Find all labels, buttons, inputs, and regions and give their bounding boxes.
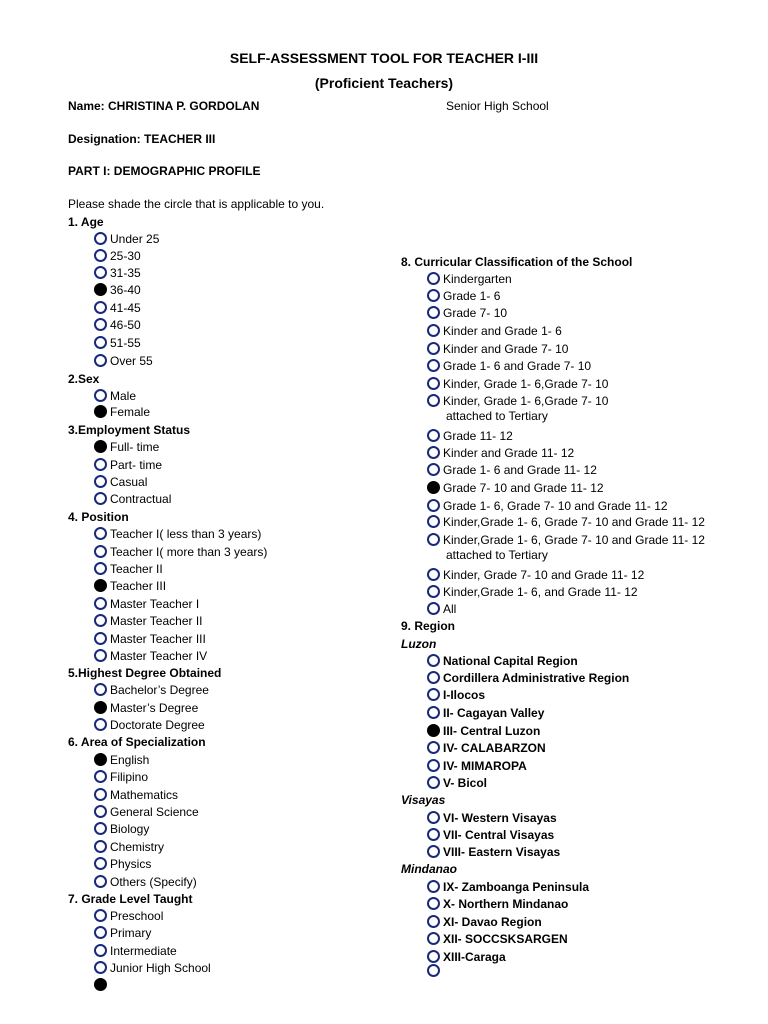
option-label: Bachelor’s Degree [110,682,209,697]
option-label: Female [110,404,151,419]
radio-empty-icon[interactable] [427,671,440,684]
region-luzon-option[interactable] [427,774,487,791]
option-label: Chemistry [110,839,165,854]
specialization-option[interactable] [94,768,148,785]
option-label: Filipino [110,769,149,784]
position-option[interactable] [94,595,199,612]
employment-option[interactable] [94,473,147,490]
option-label: 41-45 [110,300,141,315]
radio-empty-icon[interactable] [427,377,440,390]
radio-empty-icon[interactable] [427,446,440,459]
region-luzon-option[interactable] [427,669,629,686]
radio-empty-icon[interactable] [427,585,440,598]
radio-empty-icon[interactable] [427,429,440,442]
radio-empty-icon[interactable] [94,389,107,402]
radio-filled-icon[interactable] [94,405,107,418]
curricular-option[interactable] [427,427,513,444]
option-label: Teacher I( more than 3 years) [110,544,268,559]
option-label: Doctorate Degree [110,717,205,732]
radio-empty-icon[interactable] [427,602,440,615]
curricular-option[interactable] [427,340,568,357]
radio-empty-icon[interactable] [94,249,107,262]
radio-empty-icon[interactable] [94,527,107,540]
region-visayas-option[interactable] [427,843,560,860]
radio-empty-icon[interactable] [427,568,440,581]
option-label: XIII-Caraga [443,949,506,964]
option-label: II- Cagayan Valley [443,705,545,720]
curricular-option[interactable] [427,461,597,478]
option-label: English [110,752,150,767]
region-mindanao-option[interactable] [427,930,568,947]
question-region: 9. Region [401,619,456,633]
employment-option[interactable] [94,438,159,455]
specialization-option[interactable] [94,873,197,890]
part-heading: PART I: DEMOGRAPHIC PROFILE [68,164,261,178]
radio-filled-icon[interactable] [94,283,107,296]
radio-empty-icon[interactable] [427,915,440,928]
region-visayas-option[interactable] [427,809,557,826]
option-label: Grade 1- 6 and Grade 11- 12 [443,462,597,477]
grade-level-option[interactable] [94,907,163,924]
option-label: Teacher III [110,578,167,593]
option-label: Master Teacher II [110,613,203,628]
region-group-mindanao: Mindanao [401,862,457,876]
radio-empty-icon[interactable] [94,614,107,627]
option-label: IV- CALABARZON [443,740,546,755]
age-option[interactable] [94,230,159,247]
curricular-option[interactable] [427,513,705,530]
specialization-option[interactable] [94,786,178,803]
curricular-option[interactable] [427,444,574,461]
question-degree: 5.Highest Degree Obtained [68,666,222,680]
instruction-text: Please shade the circle that is applicable to you. [68,197,325,211]
option-label: Kinder and Grade 7- 10 [443,341,569,356]
radio-empty-icon[interactable] [427,880,440,893]
question-grade-level: 7. Grade Level Taught [68,892,193,906]
option-label: Mathematics [110,787,179,802]
age-option[interactable] [94,264,141,281]
specialization-option[interactable] [94,838,164,855]
region-luzon-option[interactable] [427,722,540,739]
radio-empty-icon[interactable] [427,324,440,337]
region-luzon-option[interactable] [427,704,544,721]
option-label: Over 55 [110,353,153,368]
radio-empty-icon[interactable] [94,770,107,783]
curricular-option[interactable] [427,287,500,304]
option-label: VIII- Eastern Visayas [443,844,561,859]
position-option[interactable] [94,612,202,629]
age-option[interactable] [94,352,153,369]
form-title: SELF-ASSESSMENT TOOL FOR TEACHER I-III [229,50,539,66]
degree-option[interactable] [94,681,209,698]
option-label: Physics [110,856,152,871]
radio-empty-icon[interactable] [427,463,440,476]
option-label: Teacher II [110,561,163,576]
grade-level-option[interactable] [94,959,211,976]
radio-empty-icon[interactable] [94,805,107,818]
option-label: Kinder, Grade 1- 6,Grade 7- 10 [443,376,609,391]
specialization-option[interactable] [94,751,149,768]
option-label: Kinder, Grade 1- 6,Grade 7- 10 [443,393,609,408]
radio-empty-icon[interactable] [94,718,107,731]
radio-empty-icon[interactable] [94,961,107,974]
radio-empty-icon[interactable] [427,654,440,667]
option-label-continuation: attached to Tertiary [446,548,548,562]
option-label: Kinder,Grade 1- 6, Grade 7- 10 and Grade 11- 12 [443,514,705,529]
region-luzon-option[interactable] [427,757,527,774]
curricular-option[interactable] [427,566,644,583]
radio-empty-icon[interactable] [94,318,107,331]
age-option[interactable] [94,247,141,264]
radio-empty-icon[interactable] [427,964,440,977]
name-field: Name: CHRISTINA P. GORDOLAN [68,99,260,113]
region-mindanao-option[interactable] [427,913,542,930]
question-sex: 2.Sex [68,372,100,386]
option-label: Under 25 [110,231,160,246]
radio-empty-icon[interactable] [427,811,440,824]
question-position: 4. Position [68,510,129,524]
curricular-option[interactable] [427,479,604,496]
position-option[interactable] [94,560,163,577]
region-mindanao-option[interactable] [427,895,568,912]
radio-empty-icon[interactable] [94,597,107,610]
radio-empty-icon[interactable] [94,475,107,488]
region-luzon-option[interactable] [427,686,485,703]
option-label: Kinder and Grade 1- 6 [443,323,562,338]
radio-empty-icon[interactable] [427,776,440,789]
curricular-option[interactable] [427,497,668,514]
radio-empty-icon[interactable] [427,828,440,841]
region-group-visayas: Visayas [401,793,446,807]
radio-empty-icon[interactable] [427,272,440,285]
radio-empty-icon[interactable] [427,499,440,512]
sex-option[interactable] [94,387,136,404]
radio-empty-icon[interactable] [94,683,107,696]
curricular-option[interactable] [427,531,705,548]
region-luzon-option[interactable] [427,652,578,669]
option-label: Grade 11- 12 [443,428,513,443]
option-label: VII- Central Visayas [443,827,555,842]
radio-empty-icon[interactable] [94,266,107,279]
radio-empty-icon[interactable] [427,515,440,528]
radio-empty-icon[interactable] [94,545,107,558]
option-label: Grade 1- 6, Grade 7- 10 and Grade 11- 12 [443,498,668,513]
employment-option[interactable] [94,490,171,507]
option-label-continuation: attached to Tertiary [446,409,548,423]
option-label: Male [110,388,137,403]
region-group-luzon: Luzon [401,637,437,651]
region-visayas-option[interactable] [427,826,554,843]
option-label: Preschool [110,908,164,923]
specialization-option[interactable] [94,820,149,837]
age-option[interactable] [94,334,141,351]
radio-empty-icon[interactable] [94,458,107,471]
option-label: All [443,601,457,616]
position-option[interactable] [94,630,206,647]
radio-filled-icon[interactable] [94,440,107,453]
question-age: 1. Age [68,215,104,229]
curricular-option[interactable] [427,583,638,600]
position-option[interactable] [94,577,166,594]
radio-filled-icon[interactable] [427,481,440,494]
question-curricular: 8. Curricular Classification of the School [401,255,633,269]
radio-empty-icon[interactable] [94,632,107,645]
curricular-option[interactable] [427,304,507,321]
radio-empty-icon[interactable] [94,875,107,888]
option-label: Master’s Degree [110,700,199,715]
curricular-option[interactable] [427,357,591,374]
option-label: Junior High School [110,960,211,975]
option-label: VI- Western Visayas [443,810,557,825]
radio-empty-icon[interactable] [94,232,107,245]
curricular-option[interactable] [427,270,512,287]
option-label: XII- SOCCSKSARGEN [443,931,568,946]
question-employment: 3.Employment Status [68,423,191,437]
radio-empty-icon[interactable] [427,741,440,754]
option-label: Cordillera Administrative Region [443,670,630,685]
question-specialization: 6. Area of Specialization [68,735,206,749]
option-label: 46-50 [110,317,141,332]
option-label: Part- time [110,457,163,472]
option-label: III- Central Luzon [443,723,541,738]
radio-empty-icon[interactable] [94,909,107,922]
radio-filled-icon[interactable] [94,701,107,714]
radio-empty-icon[interactable] [427,342,440,355]
radio-empty-icon[interactable] [94,354,107,367]
option-label: Kinder,Grade 1- 6, Grade 7- 10 and Grade 11- 12 [443,532,705,547]
radio-empty-icon[interactable] [94,562,107,575]
option-label: National Capital Region [443,653,578,668]
radio-empty-icon[interactable] [427,845,440,858]
radio-empty-icon[interactable] [427,706,440,719]
curricular-option[interactable] [427,600,456,617]
radio-empty-icon[interactable] [94,944,107,957]
option-label: Kinder and Grade 11- 12 [443,445,575,460]
option-label: Kinder, Grade 7- 10 and Grade 11- 12 [443,567,645,582]
curricular-option[interactable] [427,375,608,392]
radio-empty-icon[interactable] [427,306,440,319]
radio-filled-icon[interactable] [94,579,107,592]
specialization-option[interactable] [94,803,199,820]
grade-level-option[interactable] [94,942,177,959]
option-label: Grade 1- 6 and Grade 7- 10 [443,358,592,373]
radio-empty-icon[interactable] [427,688,440,701]
option-label: Kindergarten [443,271,512,286]
grade-level-option[interactable] [94,924,151,941]
region-mindanao-option[interactable] [427,962,443,979]
radio-empty-icon[interactable] [94,301,107,314]
curricular-option[interactable] [427,392,608,409]
region-mindanao-option[interactable] [427,878,589,895]
option-label: Intermediate [110,943,177,958]
option-label: Master Teacher I [110,596,200,611]
radio-empty-icon[interactable] [427,897,440,910]
radio-empty-icon[interactable] [427,289,440,302]
option-label: Biology [110,821,150,836]
designation-field: Designation: TEACHER III [68,132,216,146]
radio-empty-icon[interactable] [94,926,107,939]
option-label: 36-40 [110,282,141,297]
option-label: XI- Davao Region [443,914,542,929]
option-label: Kinder,Grade 1- 6, and Grade 11- 12 [443,584,638,599]
radio-empty-icon[interactable] [94,492,107,505]
radio-empty-icon[interactable] [94,822,107,835]
degree-option[interactable] [94,699,198,716]
radio-empty-icon[interactable] [94,336,107,349]
age-option[interactable] [94,316,141,333]
radio-empty-icon[interactable] [427,533,440,546]
option-label: IV- MIMAROPA [443,758,527,773]
position-option[interactable] [94,647,207,664]
radio-empty-icon[interactable] [94,788,107,801]
curricular-option[interactable] [427,322,562,339]
option-label: Primary [110,925,152,940]
option-label: Master Teacher IV [110,648,208,663]
school-level: Senior High School [446,99,549,113]
radio-empty-icon[interactable] [427,359,440,372]
option-label: 51-55 [110,335,141,350]
radio-filled-icon[interactable] [427,724,440,737]
option-label: Contractual [110,491,172,506]
option-label: Casual [110,474,148,489]
employment-option[interactable] [94,456,162,473]
option-label: Full- time [110,439,160,454]
radio-empty-icon[interactable] [427,759,440,772]
sex-option[interactable] [94,403,150,420]
option-label: V- Bicol [443,775,488,790]
radio-filled-icon[interactable] [94,753,107,766]
option-label: Teacher I( less than 3 years) [110,526,262,541]
option-label: General Science [110,804,199,819]
region-luzon-option[interactable] [427,739,546,756]
age-option[interactable] [94,281,141,298]
option-label: Master Teacher III [110,631,206,646]
radio-empty-icon[interactable] [427,394,440,407]
radio-empty-icon[interactable] [94,857,107,870]
radio-empty-icon[interactable] [94,649,107,662]
position-option[interactable] [94,525,261,542]
option-label: Grade 1- 6 [443,288,501,303]
option-label: X- Northern Mindanao [443,896,569,911]
option-label: 25-30 [110,248,141,263]
radio-empty-icon[interactable] [427,932,440,945]
specialization-option[interactable] [94,855,151,872]
degree-option[interactable] [94,716,205,733]
option-label: IX- Zamboanga Peninsula [443,879,590,894]
radio-empty-icon[interactable] [94,840,107,853]
option-label: I-Ilocos [443,687,486,702]
option-label: 31-35 [110,265,141,280]
option-label: Grade 7- 10 and Grade 11- 12 [443,480,604,495]
age-option[interactable] [94,299,141,316]
form-subtitle: (Proficient Teachers) [314,75,454,91]
option-label: Grade 7- 10 [443,305,508,320]
radio-filled-icon[interactable] [94,978,107,991]
grade-level-option[interactable] [94,976,110,993]
position-option[interactable] [94,543,267,560]
option-label: Others (Specify) [110,874,197,889]
